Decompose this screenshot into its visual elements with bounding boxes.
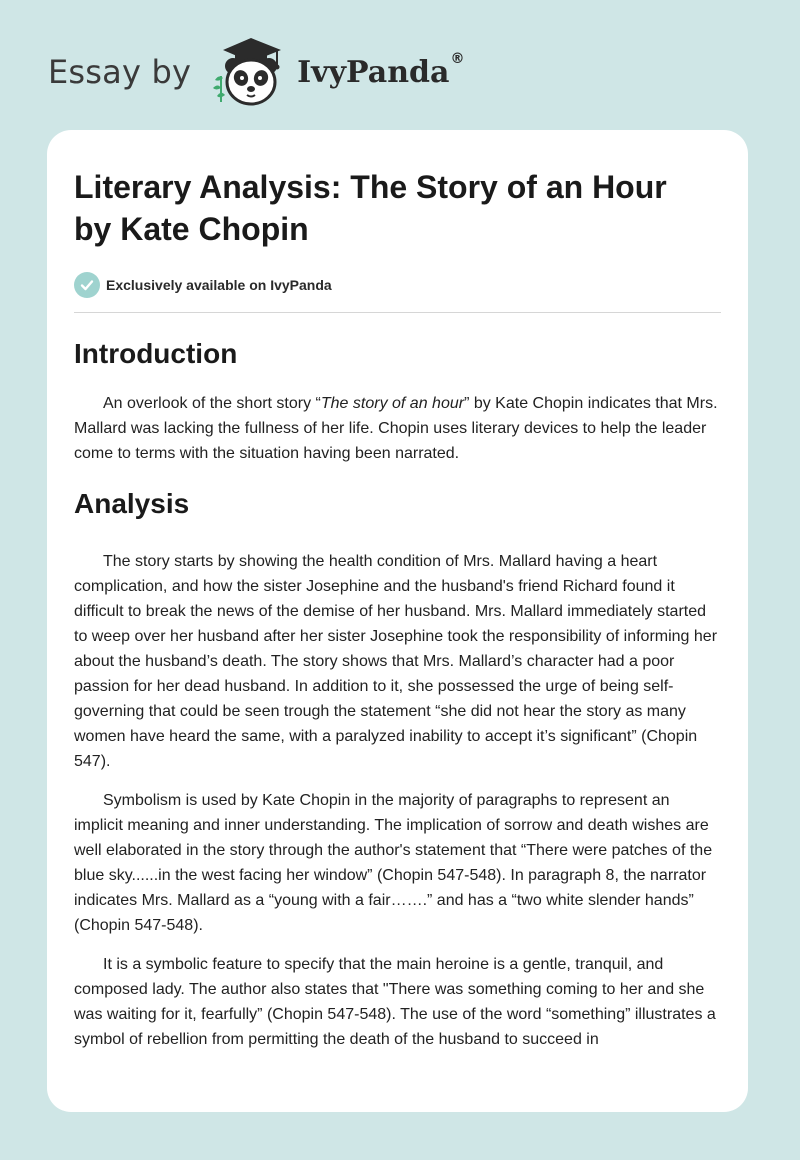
site-header [48,36,464,108]
essay-card [47,130,748,1112]
essay-title: Literary Analysis: The Story of an Hour by Kate Chopin [74,169,667,247]
badge-label: Exclusively available on IvyPanda [106,277,332,293]
divider [74,312,721,313]
brand-prefix: Essay by [48,53,192,91]
section-heading-analysis: Analysis [74,488,190,519]
panda-graduation-logo-icon [203,36,293,108]
brand-name: IvyPanda® [297,50,465,90]
analysis-paragraph-1: The story starts by showing the health condition of Mrs. Mallard having a heart complication, and how the sister Josephine and the husband's friend Richard found it difficult to break the news of the demise of her husband. Mrs. Mallard immediately started to weep over her husband after her sister Josephine took the responsibility of informing her about the husband’s death. The story shows that Mrs. Mallard’s character had a poor passion for her dead husband. In addition to it, she possessed the urge of being self-governing that could be seen trough the statement “she did not hear the story as many women have heard the same, with a paralyzed inability to accept it’s significant” (Chopin 547). [74,553,718,770]
intro-paragraph: An overlook of the short story “The story of an hour” by Kate Chopin indicates that Mrs. Mallard was lacking the fullness of her life. Chopin uses literary devices to help the leader come to terms with the situation having been narrated. [74,395,718,462]
section-heading-introduction: Introduction [74,338,238,369]
exclusive-badge [74,272,721,298]
analysis-paragraph-3: It is a symbolic feature to specify that the main heroine is a gentle, tranquil, and composed lady. The author also states that "There was something coming to her and she was waiting for it, fearfully” (Chopin 547-548). The use of the word “something” illustrates a symbol of rebellion from permitting the death of the husband to succeed in [74,956,716,1048]
analysis-paragraph-2: Symbolism is used by Kate Chopin in the majority of paragraphs to represent an implicit meaning and inner understanding. The implication of sorrow and death wishes are well elaborated in the story through the author's statement that “There were patches of the blue sky......in the west facing her window” (Chopin 547-548). In paragraph 8, the narrator indicates Mrs. Mallard as a “young with a fair…….” and has a “two white slender hands” (Chopin 547-548). [74,792,713,934]
ivypanda-logo-link[interactable] [203,36,464,108]
check-circle-icon [74,272,100,298]
